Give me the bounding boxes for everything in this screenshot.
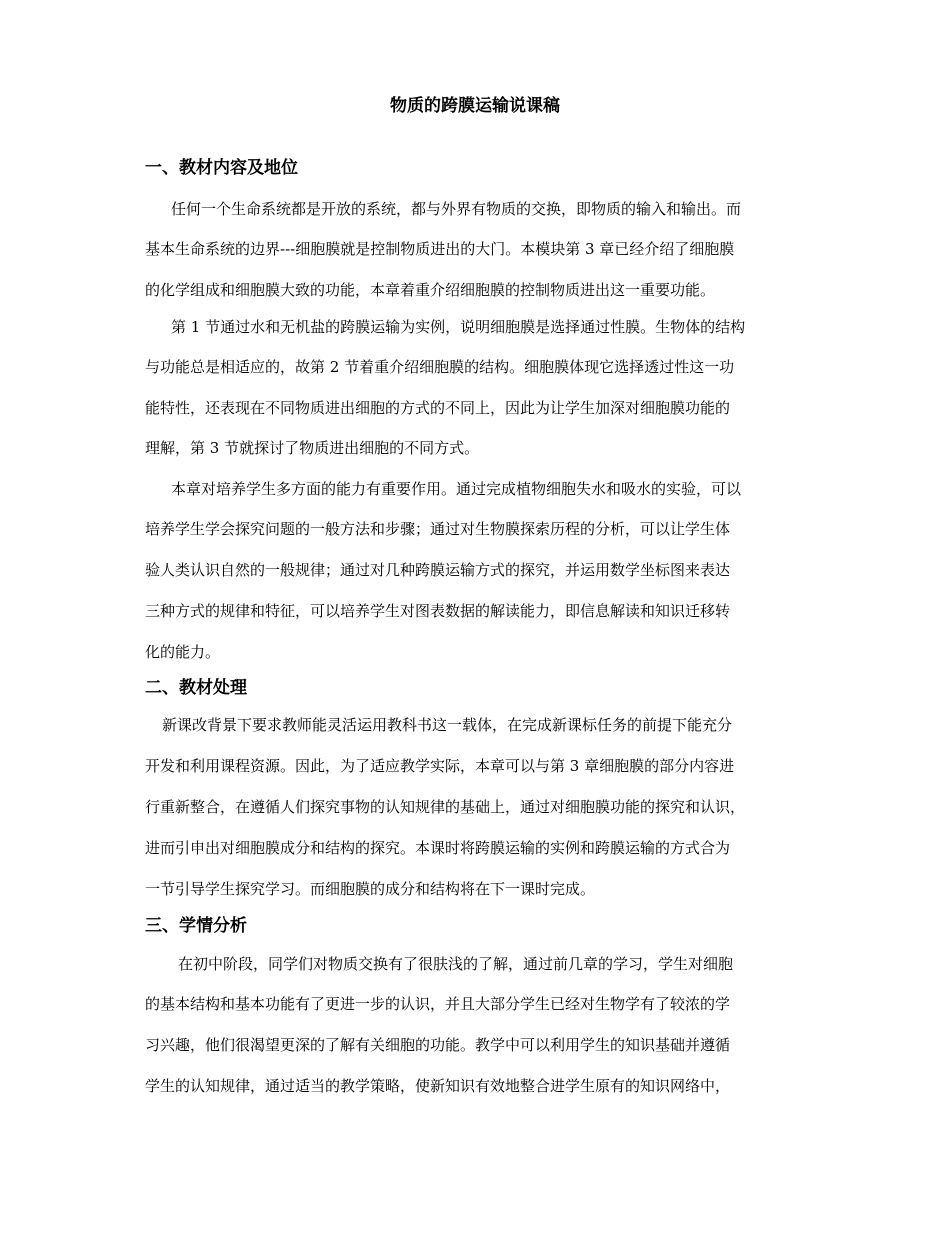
paragraph-line: 第 1 节通过水和无机盐的跨膜运输为实例，说明细胞膜是选择通过性膜。生物体的结构 [171, 318, 746, 336]
section-heading-textbook-processing: 二、教材处理 [145, 678, 247, 698]
paragraph-line: 一节引导学生探究学习。而细胞膜的成分和结构将在下一课时完成。 [145, 880, 596, 898]
document-title: 物质的跨膜运输说课稿 [390, 96, 560, 116]
paragraph-line: 任何一个生命系统都是开放的系统，都与外界有物质的交换，即物质的输入和输出。而 [171, 200, 742, 218]
paragraph-line: 化的能力。 [145, 643, 221, 661]
paragraph-line: 学生的认知规律，通过适当的教学策略，使新知识有效地整合进学生原有的知识网络中， [145, 1077, 731, 1095]
paragraph-line: 的基本结构和基本功能有了更进一步的认识，并且大部分学生已经对生物学有了较浓的学 [145, 995, 731, 1013]
paragraph-line: 与功能总是相适应的，故第 2 节着重介绍细胞膜的结构。细胞膜体现它选择透过性这一功 [145, 358, 735, 376]
paragraph-line: 能特性，还表现在不同物质进出细胞的方式的不同上，因此为让学生加深对细胞膜功能的 [145, 399, 731, 417]
paragraph-line: 三种方式的规律和特征，可以培养学生对图表数据的解读能力，即信息解读和知识迁移转 [145, 602, 731, 620]
paragraph-line: 在初中阶段，同学们对物质交换有了很肤浅的了解，通过前几章的学习，学生对细胞 [178, 955, 734, 973]
paragraph-line: 培养学生学会探究问题的一般方法和步骤；通过对生物膜探索历程的分析，可以让学生体 [145, 520, 731, 538]
paragraph-line: 进而引申出对细胞膜成分和结构的探究。本课时将跨膜运输的实例和跨膜运输的方式合为 [145, 839, 731, 857]
paragraph-line: 理解，第 3 节就探讨了物质进出细胞的不同方式。 [145, 439, 480, 457]
paragraph-line: 本章对培养学生多方面的能力有重要作用。通过完成植物细胞失水和吸水的实验，可以 [171, 480, 742, 498]
paragraph-line: 行重新整合，在遵循人们探究事物的认知规律的基础上，通过对细胞膜功能的探究和认识， [145, 798, 746, 816]
section-heading-learner-analysis: 三、学情分析 [145, 916, 247, 936]
paragraph-line: 基本生命系统的边界---细胞膜就是控制物质进出的大门。本模块第 3 章已经介绍了细胞膜 [145, 240, 735, 258]
paragraph-line: 验人类认识自然的一般规律；通过对几种跨膜运输方式的探究，并运用数学坐标图来表达 [145, 561, 731, 579]
section-heading-textbook-content: 一、教材内容及地位 [145, 158, 298, 178]
paragraph-line: 习兴趣，他们很渴望更深的了解有关细胞的功能。教学中可以利用学生的知识基础并遵循 [145, 1036, 731, 1054]
paragraph-line: 新课改背景下要求教师能灵活运用教科书这一载体，在完成新课标任务的前提下能充分 [162, 716, 733, 734]
paragraph-line: 开发和利用课程资源。因此，为了适应教学实际，本章可以与第 3 章细胞膜的部分内容进 [145, 757, 735, 775]
paragraph-line: 的化学组成和细胞膜大致的功能，本章着重介绍细胞膜的控制物质进出这一重要功能。 [145, 281, 716, 299]
